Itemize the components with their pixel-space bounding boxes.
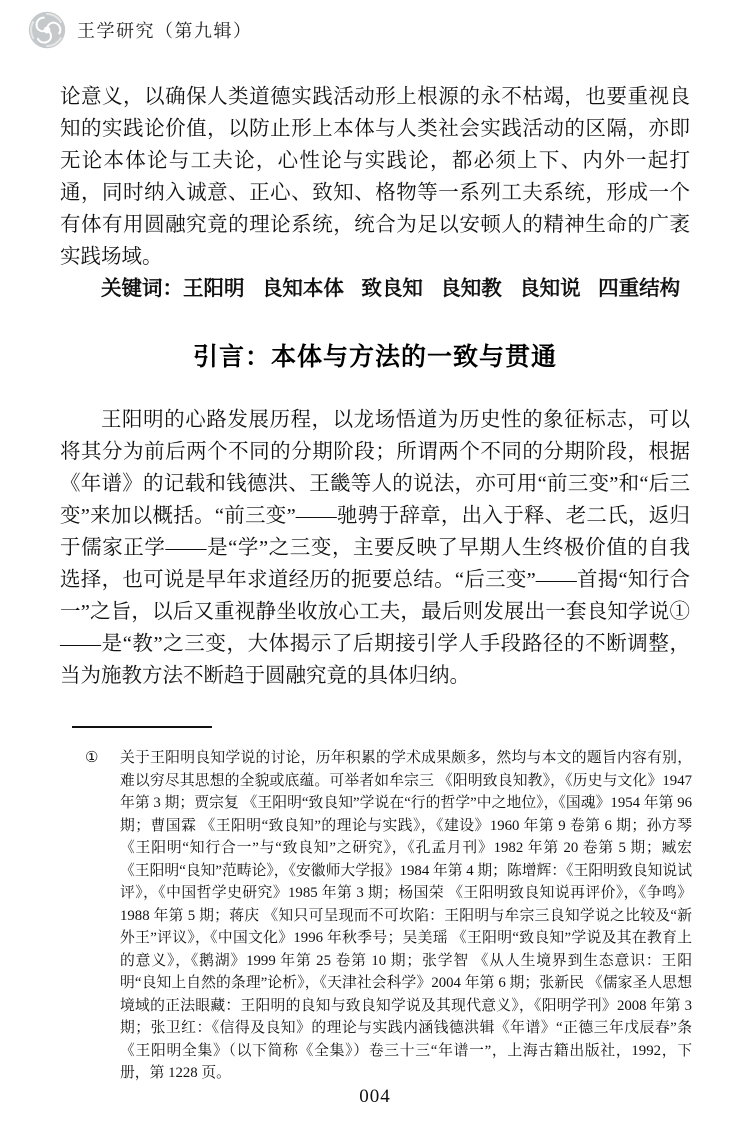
abstract-paragraph: 论意义，以确保人类道德实践活动形上根源的永不枯竭，也要重视良知的实践论价值，以防止形上本体与人类社会实践活动的区隔，亦即无论本体论与工夫论，心性论与实践论，都必须上下、内外一起打通，同时纳入诚意、正心、致知、格物等一系列工夫系统，形成一个有体有用圆融究竟的理论系统，统合为足以安顿人的精神生命的广袤实践场域。 [60, 86, 690, 268]
page-header [27, 10, 253, 50]
cloud-swirl-logo-icon [27, 10, 67, 50]
journal-title: 王学研究（第九辑） [77, 21, 253, 41]
main-text-column [60, 81, 690, 692]
section-heading: 引言：本体与方法的一致与贯通 [192, 343, 557, 371]
footnote-separator [72, 726, 212, 728]
keyword-item: 良知本体 [261, 277, 344, 300]
keyword-item: 致良知 [361, 277, 423, 300]
footnote-text: 关于王阳明良知学说的讨论，历年积累的学术成果颇多，然均与本文的题旨内容有别，难以穷尽其思想的全貌或底蕴。可举者如牟宗三 《阳明致良知教》，《历史与文化》1947 年第 3 期；贾宗复 《王阳明“致良知”学说在“行的哲学”中之地位》，《国魂》1954 年第 96 期；曹国霖 《王阳明“致良知”的理论与实践》，《建设》1960 年第 9 卷第 6 期；孙方琴 《王阳明“知行合一”与“致良知”之研究》，《孔孟月刊》1982 年第 20 卷第 5 期；臧宏 《王阳明“良知”范畴论》，《安徽师大学报》1984 年第 4 期；陈增辉：《王阳明致良知说试评》，《中国哲学史研究》1985 年第 3 期；杨国荣 《王阳明致良知说再评价》，《争鸣》1988 年第 5 期；蒋庆 《知只可呈现而不可坎陷：王阳明与牟宗三良知学说之比较及“新外王”评议》，《中国文化》1996 年秋季号；吴美瑶 《王阳明“致良知”学说及其在教育上的意义》，《鹅湖》1999 年第 25 卷第 10 期；张学智 《从人生境界到生态意识：王阳明“良知上自然的条理”论析》，《天津社会科学》2004 年第 6 期；张新民 《儒家圣人思想境域的正法眼藏：王阳明的良知与致良知学说及其现代意义》，《阳明学刊》2008 年第 3 期；张卫红：《信得及良知》的理论与实践内涵钱德洪辑《年谱》“正德三年戊辰春”条 《王阳明全集》（以下简称《全集》）卷三十三“年谱一”，上海古籍出版社，1992，下册，第 1228 页。 [120, 750, 692, 1081]
footnote-marker: ① [85, 750, 99, 766]
footnote [85, 747, 692, 1085]
keywords-line [60, 273, 690, 305]
keywords-label: 关键词： [101, 277, 183, 300]
keyword-item: 王阳明 [183, 277, 245, 300]
keyword-item: 四重结构 [598, 277, 681, 300]
intro-paragraph: 王阳明的心路发展历程，以龙场悟道为历史性的象征标志，可以将其分为前后两个不同的分期阶段；所谓两个不同的分期阶段，根据《年谱》的记载和钱德洪、王畿等人的说法，亦可用“前三变”和“后三变”来加以概括。“前三变”——驰骋于辞章，出入于释、老二氏，返归于儒家正学——是“学”之三变，主要反映了早期人生终极价值的自我选择，也可说是早年求道经历的扼要总结。“后三变”——首揭“知行合一”之旨，以后又重视静坐收放心工夫，最后则发展出一套良知学说①——是“教”之三变，大体揭示了后期接引学人手段路径的不断调整，当为施教方法不断趋于圆融究竟的具体归纳。 [60, 409, 690, 687]
keyword-item: 良知教 [440, 277, 502, 300]
keyword-item: 良知说 [519, 277, 581, 300]
page-number: 004 [359, 1086, 391, 1107]
